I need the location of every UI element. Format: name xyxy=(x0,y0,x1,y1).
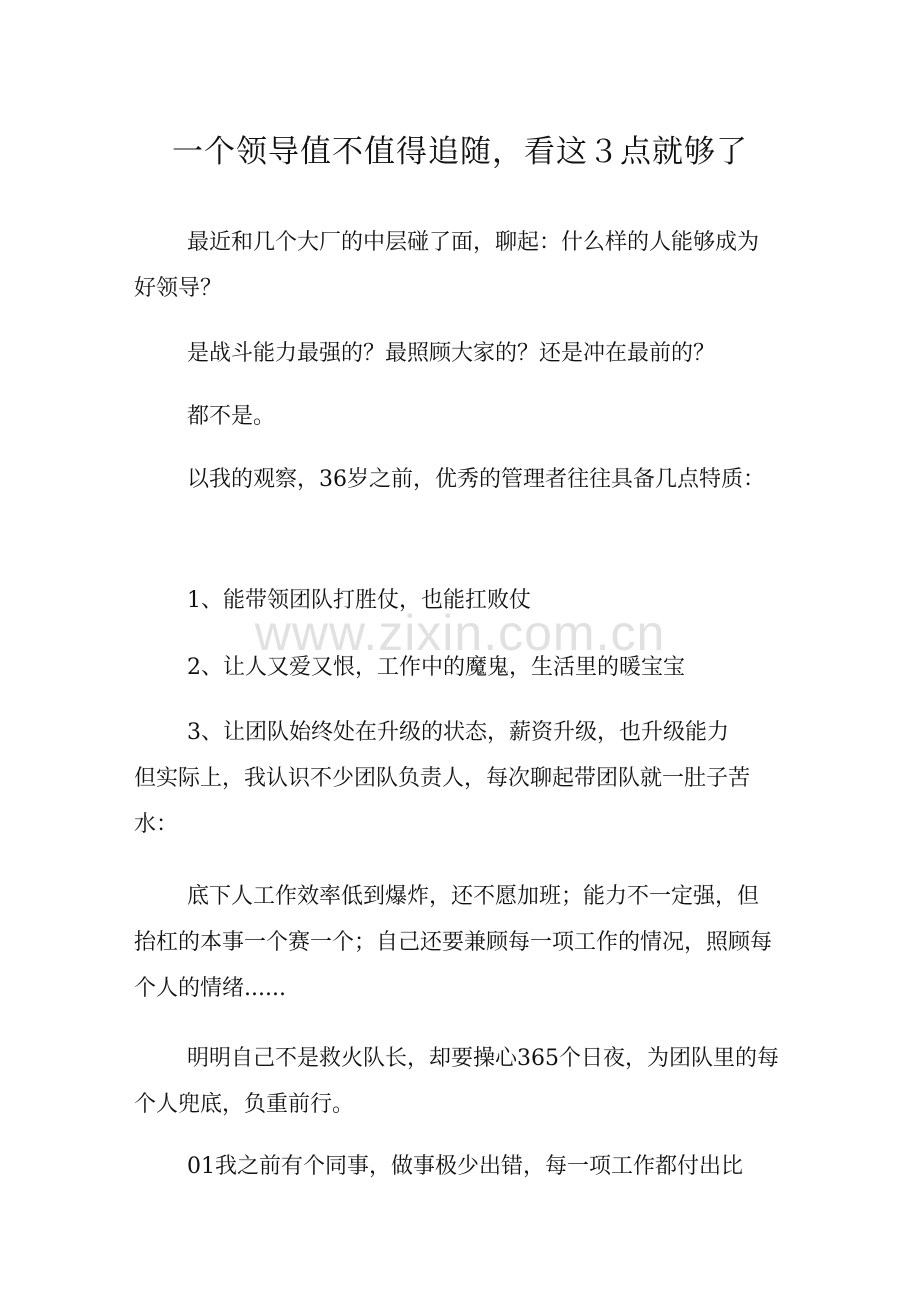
document-title: 一个领导值不值得追随，看这３点就够了 xyxy=(172,134,748,170)
paragraph-5: 但实际上，我认识不少团队负责人，每次聊起带团队就一肚子苦水： xyxy=(134,766,751,837)
list-item-2: 2、让人又爱又恨，工作中的魔鬼，生活里的暖宝宝 xyxy=(187,655,685,680)
paragraph-2: 是战斗能力最强的？最照顾大家的？还是冲在最前的？ xyxy=(187,341,716,366)
paragraph-7: 明明自己不是救火队长，却要操心365个日夜，为团队里的每个人兜底，负重前行。 xyxy=(134,1046,779,1117)
paragraph-8: 01我之前有个同事，做事极少出错，每一项工作都付出比 xyxy=(187,1154,743,1179)
paragraph-3: 都不是。 xyxy=(187,404,276,429)
list-item-1: 1、能带领团队打胜仗，也能扛败仗 xyxy=(187,588,531,613)
list-item-3: 3、让团队始终处在升级的状态，薪资升级，也升级能力 xyxy=(187,720,729,745)
watermark: www.zixin.com.cn xyxy=(254,605,666,661)
paragraph-1: 最近和几个大厂的中层碰了面，聊起：什么样的人能够成为好领导？ xyxy=(134,230,760,301)
paragraph-4: 以我的观察，36岁之前，优秀的管理者往往具备几点特质： xyxy=(187,467,765,492)
paragraph-6: 底下人工作效率低到爆炸，还不愿加班；能力不一定强，但抬杠的本事一个赛一个；自己还要兼顾每一项工作的情况，照顾每个人的情绪...... xyxy=(134,884,773,1001)
